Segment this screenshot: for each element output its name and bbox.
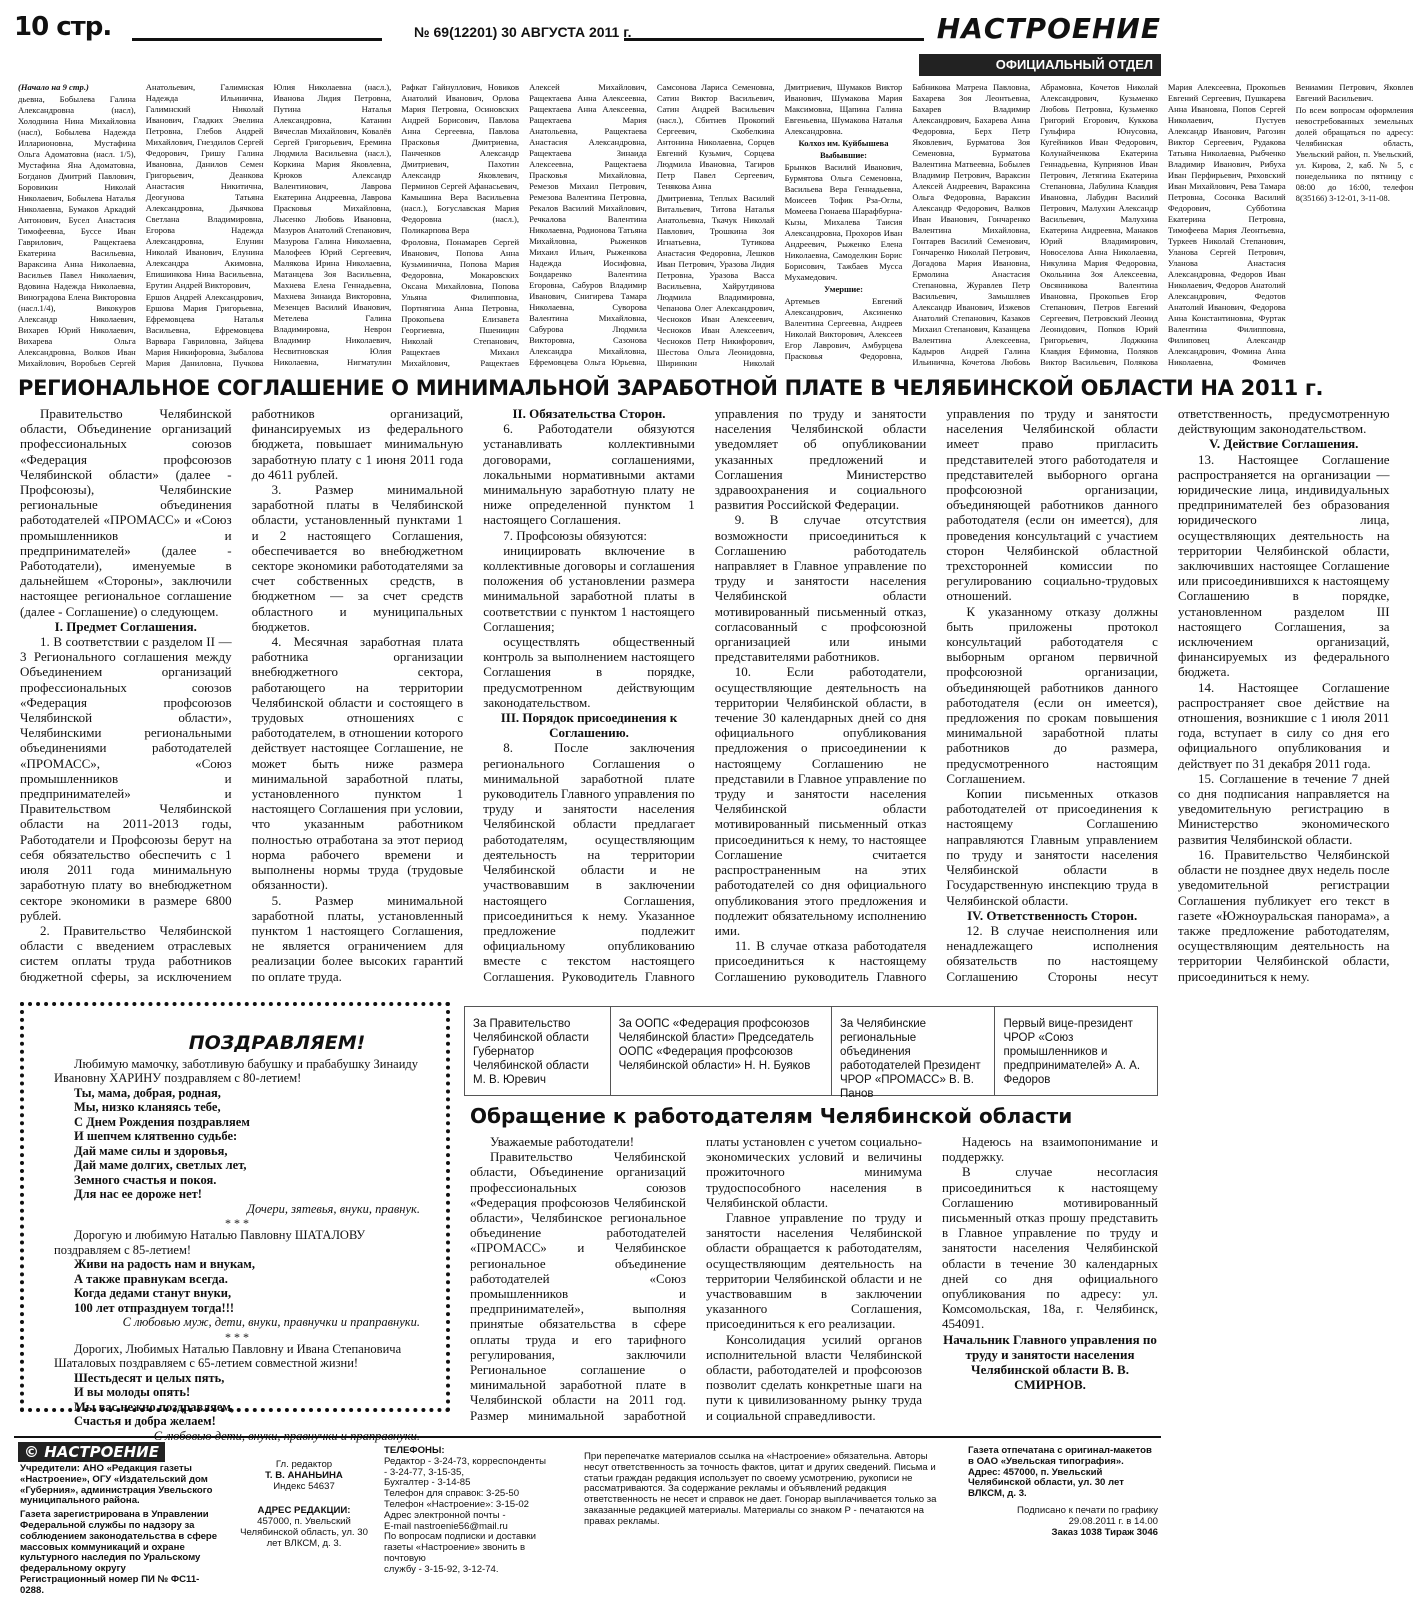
names-paragraph: Дмитриевна, Теплых Василий Витальевич, Титова Наталья Анатольевна, Ткачук Николай Павлович, Трошкина Зоя Игнатьевна, Тутикова Анастасия Федоровна, Лешков Иван Петрович, Уразова Лидия Петровна, Уразова Васса Васильевна, Хайрутдинова Людмила Владимировна, Чепанова Олег Александрович, Чесноков Иван Алексеевич, Чесноков Иван Алексеевич, Чесноков Петр Никифорович, Шестова Ольга Леонидовна, Ширинкин Николай Дмитриевич, Шумаков Виктор Иванович, Шумакова Мария Максимовна, Щапина Галина Евгеньевна, Шумакова Наталья Александровна.: [656, 82, 903, 368]
verse-line: Земного счастья и покоя.: [74, 1172, 217, 1187]
page-footer: [14, 1436, 1161, 1616]
signature-cell: За Правительство Челябинской области Губернатор Челябинской области М. В. Юревич: [465, 1007, 611, 1095]
agreement-section-heading: V. Действие Соглашения.: [1209, 436, 1359, 452]
continuation-note: (Начало на 9 стр.): [18, 82, 89, 92]
phone-line: Адрес электронной почты -: [384, 1509, 506, 1521]
verse-line: Ты, мама, добрая, родная,: [74, 1085, 221, 1100]
agreement-paragraph: 15. Соглашение в течение 7 дней со дня подписания направляется на уведомительную регистрацию в Министерство экономического развития Челябинской области.: [1177, 770, 1390, 847]
order-and-circulation: Заказ 1038 Тираж 3046: [1051, 1526, 1158, 1538]
agreement-paragraph: 9. В случае отсутствия возможности присоединиться к Соглашению работодатель направляет в Главное управление по труду и занятости населения Челябинской области мотивированный письменный отказ, согласованный с профсоюзной организацией или иными представителями работников.: [714, 512, 927, 665]
agreement-paragraph: 2. Правительство Челябинской области с введением отраслевых систем оплаты труда работников бюджетной сферы, за исключением работников организаций, финансируемых из федерального бюджета, повышает минимальную заработную плату с 1 июня 2011 года до 4611 рублей.: [20, 406, 464, 984]
names-subheading: Умершие:: [824, 284, 863, 294]
verse-line: Живи на радость нам и внукам,: [74, 1257, 255, 1271]
phone-line: Редактор - 3-24-73, корреспонденты: [384, 1455, 547, 1467]
names-paragraph: Брынков Василий Иванович, Бурмятова Ольга Семеновна, Васильева Вера Геннадьевна, Моисеев Тофик Рза-Оглы, Момеева Гюнаева Шарафбурна-Кызы, Михалева Таисия Александровна, Прохоров Иван Андреевич, Рыженко Елена Николаевна, Самоделкин Борис Борисович, Тажбаев Мусса Мухамедович.: [784, 162, 903, 282]
agreement-paragraph: 11. В случае отказа работодателя присоединиться к настоящему Соглашению руководитель Главного управления по труду и занятости населения Челябинской области имеет право пригласить представителей этого работодателя и представителей выборного органа профсоюзной организации, объединяющей работников данного работодателя (если он имеется), для проведения консультаций с участием сторон Челябинской областной трехсторонней комиссии по регулированию социально-трудовых отношений.: [714, 406, 1158, 984]
verse-line: Мы вас нежно поздравляем,: [74, 1399, 235, 1414]
postal-index: Индекс 54637: [273, 1480, 335, 1492]
agreement-paragraph: 7. Профсоюзы обязуются:: [503, 527, 647, 543]
agreement-paragraph: Копии письменных отказов работодателей от присоединения к настоящему Соглашению направляются Главным управлением по труду и занятости населения Челябинской области в Государственную инспекцию труда в Челябинской области.: [946, 786, 1158, 908]
verse-line: Дай маме долгих, светлых лет,: [74, 1158, 247, 1172]
greeting-intro: Дорогую и любимую Наталью Павловну ШАТАЛОВУ поздравляем с 85-летием!: [54, 1228, 366, 1257]
appeal-paragraph: Правительство Челябинской области, Объединение организаций профессиональных союзов «Федерация профсоюзов Челябинской области», Челябинское региональное объединение работодателей «ПРОМАСС» и Челябинское региональное объединение работодателей «Союз промышленников и предпринимателей», выполняя принятые обязательства в сфере оплаты труда и его тарифного регулирования, заключили Региональное соглашение о минимальной заработной плате в Челябинской области на 2011 год. Размер минимальной заработной платы установлен с учетом социально-экономических условий и величины прожиточного минимума трудоспособного населения в Челябинской области.: [470, 1134, 922, 1423]
issue-number: № 69(12201) 30 АВГУСТА 2011 г.: [414, 24, 632, 40]
founders-text: Учредители: АНО «Редакция газеты «Настроение», ОГУ «Издательский дом «Губерния», администрация Увельского муниципального района.: [20, 1463, 213, 1507]
footer-print-info: [968, 1446, 1158, 1538]
agreement-paragraph: 6. Работодатели обязуются устанавливать коллективными договорами, соглашениями, локальными нормативными актами минимальную заработную плату не ниже определенной пунктом 1 настоящего Соглашения.: [483, 421, 695, 528]
newspaper-logo: НАСТРОЕНИЕ: [936, 12, 1161, 45]
land-share-names-list: [18, 82, 1413, 372]
signature-cell: Первый вице-президент ЧРОР «Союз промышленников и предпринимателей» А. А. Федоров: [1003, 1018, 1141, 1086]
appeal-paragraph: Главное управление по труду и занятости населения Челябинской области обращается к работодателям, осуществляющим деятельность на территории Челябинской области и не участвовавшим в заключении указанного Соглашения, присоединиться к его реализации.: [706, 1210, 922, 1332]
greeting-intro: Дорогих, Любимых Наталью Павловну и Ивана Степановича Шаталовых поздравляем с 65-летием совместной жизни!: [54, 1341, 402, 1370]
signature-cell: За Челябинские региональные объединения работодателей Президент ЧРОР «ПРОМАСС» В. В. Панов: [832, 1007, 996, 1095]
section-label: ОФИЦИАЛЬНЫЙ ОТДЕЛ: [919, 54, 1161, 76]
agreement-section-heading: I. Предмет Соглашения.: [54, 618, 197, 634]
footer-logo: © НАСТРОЕНИЕ: [18, 1442, 165, 1462]
address-label: АДРЕС РЕДАКЦИИ:: [257, 1505, 351, 1517]
footer-notes: При перепечатке материалов ссылка на «Настроение» обязательна. Авторы несут ответственность за точность фактов, цитат и других сведений. Письма и статьи граждан редакция использует по своему усмотрению, рукописи не рассматриваются. За содержание рекламы и объявлений редакция ответственность не несет и справок не дает. Гонорар выплачивается только за заказанные редакцией материалы. Материалы со знаком Р - печатаются на правах рекламы.: [584, 1451, 937, 1527]
agreement-paragraph: 4. Месячная заработная плата работника организации внебюджетного сектора, работающего на территории Челябинской области и состоящего в трудовых отношениях с работодателем, в отношении которого действует настоящее Соглашение, не может быть ниже размера минимальной заработной платы, установленного пунктом 1 настоящего Соглашения при условии, что указанным работником полностью отработана за этот период норма рабочего времени и выполнены нормы труда (трудовые обязанности).: [251, 634, 464, 893]
agreement-paragraph: 10. Если работодатели, осуществляющие деятельность на территории Челябинской области, в течение 30 календарных дней со дня официального опубликования предложения о присоединении к настоящему Соглашению не представили в Главное управление по труду и занятости населения Челябинской области мотивированный письменный отказ присоединиться к нему, то настоящее Соглашение считается распространенным на этих работодателей со дня официального опубликования этого предложения и подлежит обязательному исполнению ими.: [714, 664, 927, 938]
footer-phones: [384, 1446, 564, 1576]
agreement-body: [20, 406, 1390, 990]
agreement-paragraph: 13. Настоящее Соглашение распространяется на организации — юридические лица, индивидуальных предпринимателей без образования юридического лица, осуществляющих деятельность на территории Челябинской области, заключивших настоящее Соглашение или присоединившихся к настоящему Соглашению в порядке, установленном разделом III настоящего Соглашения, за исключением организаций, финансируемых из федерального бюджета.: [1177, 451, 1390, 680]
agreement-section-heading: IV. Ответственность Сторон.: [967, 907, 1138, 923]
print-info: Газета отпечатана с оригинал-макетов в ОАО «Увельская типография». Адрес: 457000, п. Увельский Челябинской области, ул. 30 лет ВЛКСМ, д. 3.: [968, 1445, 1152, 1500]
agreement-section-heading: II. Обязательства Сторон.: [512, 406, 666, 421]
phone-line: E-mail nastroenie56@mail.ru: [384, 1520, 508, 1532]
registration-text: Газета зарегистрирована в Управлении Федеральной службы по надзору за соблюдением законодательства в сфере массовых коммуникаций и охране культурного наследия по Уральскому федеральному округу: [20, 1509, 218, 1575]
separator-stars: * * *: [225, 1216, 249, 1230]
agreement-paragraph: 12. В случае неисполнения или ненадлежащего исполнения обязательств по настоящему Соглашению Стороны несут ответственность, предусмотренную действующим законодательством.: [946, 406, 1390, 984]
appeal-signature: Начальник Главного управления по труду и занятости населения Челябинской области В. В. СМИРНОВ.: [943, 1331, 1157, 1393]
page-number: 10 стр.: [14, 12, 112, 42]
agreement-paragraph: 14. Настоящее Соглашение распространяет свое действие на отношения, возникшие с 1 июля 2011 года, вступает в силу со дня его официального опубликования и действует по 31 декабря 2011 года.: [1177, 679, 1390, 771]
footer-editor: [234, 1460, 374, 1550]
appeal-paragraph: Надеюсь на взаимопонимание и поддержку.: [942, 1134, 1158, 1165]
names-subheading: Выбывшие:: [819, 150, 867, 160]
appeal-paragraph: Уважаемые работодатели!: [490, 1134, 635, 1149]
agreement-paragraph: 8. После заключения регионального Соглашения о минимальной заработной плате руководитель Главного управления по труду и занятости населения Челябинской области предлагает работодателям, осуществляющим деятельность на территории Челябинской области и не участвовавшим в заключении настоящего Соглашения, присоединиться к нему. Указанное предложение подлежит официальному опубликованию вместе с текстом настоящего Соглашения. Руководитель Главного управления по труду и занятости населения Челябинской области уведомляет об опубликовании указанных предложений и Соглашения Министерство здравоохранения и социального развития Российской Федерации.: [483, 406, 927, 984]
registration-number: Регистрационный номер ПИ № ФС11-0288.: [20, 1573, 200, 1596]
agreement-paragraph: 3. Размер минимальной заработной платы в Челябинской области, установленный пунктами 1 и 2 настоящего Соглашения, обеспечивается во внебюджетном секторе экономики работодателями за счет собственных средств, в бюджетном — за счет средств областного и муниципальных бюджетов.: [251, 482, 464, 634]
separator-stars: * * *: [225, 1329, 249, 1344]
greeting-verse: [54, 1371, 420, 1429]
appeal-paragraph: В случае несогласия присоединиться к настоящему Соглашению мотивированный письменный отказ прошу представить в Главное управление по труду и занятости населения Челябинской области в течение 30 календарных дней со дня официального опубликования по адресу: ул. Комсомольская, 18а, г. Челябинск, 454091.: [942, 1164, 1158, 1332]
verse-line: И вы молоды опять!: [74, 1385, 191, 1399]
phone-line: Телефон «Настроение»: 3-15-02: [384, 1498, 529, 1510]
signatures-table: [464, 1006, 1158, 1100]
names-paragraph: дьевна, Бобылева Галина Александровна (насл), Холоднина Нина Михайловна (насл), Бобылева Надежда Илларионовна, Мустафина Ольга Адоматовна (насл. 1/5), Мустафина Яна Адоматовна, Богданов Дмитрий Павлович, Боровикин Николай Николаевич, Бобылева Наталья Николаевна, Бумаков Аркадий Антонович, Бусел Анастасия Тимофеевна, Буссе Иван Гаврилович, Ращектаева Екатерина Васильевна, Вараксина Анна Николаевна, Васильев Павел Николаевич, Вдовина Надежда Николаевна, Виноградова Елена Викторовна (насл.1/4), Викокуров Александр Николаевич, Вихарев Юрий Николаевич, Вихарева Ольга Александровна, Волков Иван Михайлович, Воробьев Сергей Анатольевич, Галимнская Надежда Ильинична, Галимнский Николай Иванович, Гладких Эвелина Петровна, Глебов Андрей Михайлович, Гнездилов Сергей Федорович, Гришу Галина Ивановна, Данилов Семен Григорьевич, Деанкова Анастасия Никитична, Деогунова Татьяна Александровна, Дьячкова Светлана Владимировна, Егорова Надежда Александровна, Елунин Николай Иванович, Елунина Александра Акимовна, Епишинкова Нина Васильевна, Ерутин Андрей Викторович,: [18, 82, 264, 368]
greetings-box: [20, 1002, 450, 1443]
greetings-title: ПОЗДРАВЛЯЕМ!: [188, 1032, 366, 1054]
agreement-paragraph: 16. Правительство Челябинской области не позднее двух недель после уведомительной регистрации Соглашения публикует его текст в газете «Южноуральская панорама», а также предложение работодателям, осуществляющим деятельность на территории Челябинской области, присоединиться к нему.: [1177, 846, 1390, 984]
greeting-intro: Любимую мамочку, заботливую бабушку и прабабушку Зинаиду Ивановну ХАРИНУ поздравляем с 80-летием!: [54, 1056, 418, 1085]
phone-line: Бухгалтер - 3-14-85: [384, 1477, 471, 1489]
agreement-paragraph: Правительство Челябинской области, Объединение организаций профессиональных союзов «Федерация профсоюзов Челябинской области» (далее - Профсоюзы), Челябинские региональные объединения работодателей «ПРОМАСС» и «Союз промышленников и предпринимателей» (далее - Работодатели), именуемые в дальнейшем «Стороны», заключили настоящее региональное соглашение (далее - Соглашение) о следующем.: [20, 406, 232, 619]
greeting-verse: [54, 1086, 420, 1202]
phones-label: ТЕЛЕФОНЫ:: [384, 1445, 445, 1456]
verse-line: Дай маме силы и здоровья,: [74, 1143, 228, 1158]
header-rule-right: [624, 38, 924, 41]
verse-line: А также правнукам всегда.: [74, 1271, 228, 1286]
address-text: 457000, п. Увельский Челябинской область, ул. 30 лет ВЛКСМ, д. 3.: [240, 1516, 368, 1549]
greeting-signature: Дочери, зятевья, внуки, правнук.: [247, 1201, 420, 1216]
header-rule-left: [132, 38, 382, 41]
article-headline: РЕГИОНАЛЬНОЕ СОГЛАШЕНИЕ О МИНИМАЛЬНОЙ ЗАРАБОТНОЙ ПЛАТЕ В ЧЕЛЯБИНСКОЙ ОБЛАСТИ НА 2011 г.: [18, 376, 1324, 400]
phone-line: службу - 3-15-92, 3-12-74.: [384, 1563, 499, 1575]
phone-line: - 3-24-77, 3-15-35,: [384, 1466, 464, 1478]
verse-line: Шестьдесят и целых пять,: [74, 1370, 225, 1385]
agreement-paragraph: осуществлять общественный контроль за выполнением настоящего Соглашения в порядке, предусмотренном действующим законодательством.: [483, 634, 695, 710]
phone-line: газеты «Настроение» звонить в почтовую: [384, 1542, 526, 1564]
verse-line: Когда дедами станут внуки,: [74, 1286, 232, 1300]
agreement-section-heading: III. Порядок присоединения к Соглашению.: [500, 710, 678, 741]
verse-line: Для нас ее дороже нет!: [74, 1187, 202, 1201]
phone-line: Телефон для справок: 3-25-50: [384, 1488, 520, 1500]
verse-line: Счастья и добра желаем!: [74, 1414, 216, 1428]
editor-name: Т. В. АНАНЬИНА: [265, 1469, 343, 1481]
page-header: [14, 12, 1161, 48]
names-paragraph: Фроловна, Понамарев Сергей Иванович, Попова Анна Кузьминична, Попова Мария Федоровна, Мокаровских Оксана Михайловна, Попова Ульяна Филипповна, Портнягина Анна Петровна, Прокопьева Елизавета Георгиевна, Пшеницин Николай Степанович, Ращектаев Михаил Михайлович, Ращектаев Алексей Михайлович, Ращектаева Анна Алексеевна, Ращектаева Анна Алексеевна, Ращектаева Мария Анатольевна, Ращектаева Анастасия Александровна, Ращектаева Зинаида Алексеевна, Ращектаева Прасковья Михайловна, Ремезов Михаил Петрович, Ремезова Валентина Петровна, Рекалов Василий Михайлович, Речкалова Валентина Николаевна, Родионова Татьяна Михайловна, Рыженков Михаил Ильич, Рыженкова Надежда Иосифовна, Бондаренко Валентина Егоровна, Сабуров Владимир Иванович, Снигирева Тамара Николаевна, Суворова Валентина Михайловна, Сабурова Людмила Викторовна, Сазонова Александра Михайловна, Ефремовцева Ольга Юрьевна, Самсонова Лариса Семеновна, Сатин Виктор Васильевич, Сатин Андрей Васильевич (насл.), Сбитнев Прокопий Сергеевич, Скобелкина Антонина Николаевна, Сорцев Евгений Кузьмич, Сорцева Людмила Ивановна, Тагиров Петр Павел Сергеевич, Тенякова Анна: [401, 82, 775, 368]
agreement-paragraph: 5. Размер минимальной заработной платы, установленный пунктом 1 настоящего Соглашения, не является ограничением для реализации более высоких гарантий по оплате труда.: [251, 892, 464, 984]
appeal-paragraph: Консолидация усилий органов исполнительной власти Челябинской области, работодателей и профсоюзов позволит сделать конкретные шаги на пути к цивилизованному рынку труда и социальной справедливости.: [706, 1331, 922, 1423]
signed-to-print: Подписано к печати по графику 29.08.2011 г. в 14.00: [1017, 1504, 1158, 1527]
footer-founders: [20, 1464, 220, 1597]
signature-cell: За ООПС «Федерация профсоюзов Челябинской бласти» Председатель ООПС «Федерация профсоюзов Челябинской области» Н. Н. Буяков: [611, 1007, 832, 1095]
names-paragraph: Ершов Андрей Александрович, Ершова Мария Григорьевна, Ефремовцева Наталья Васильевна, Ефремовцева Варвара Гавриловна, Зайцева Мария Никифоровна, Зыбалова Мария Даниловна, Пучкова Юлия Николаевна (насл.), Иванова Лидия Петровна, Путина Наталья Александровна, Катанин Вячеслав Михайлович, Ковалёв Сергей Григорьевич, Еремина Людмила Васильевна (насл.), Коркина Мария Яковлевна, Крюков Александр Валентинович, Лаврова Екатерина Андреевна, Лаврова Прасковья Михайловна, Лысенко Любовь Ивановна, Мазуров Анатолий Степанович, Мазурова Галина Николаевна, Малофеев Юрий Сергеевич, Малякова Ирина Николаевна, Матанцева Зоя Васильевна, Махнева Елена Геннадьевна, Махнева Зинаида Викторовна, Мезенцев Василий Иванович, Метелева Галина Владимировна, Неврон Владимир Николаевич, Несвитновская Юлия Николаевна, Нигматулин Рафкат Гайнуллович, Новиков Анатолий Иванович, Орлова Мария Петровна, Осиновских Андрей Борисович, Павлова Анна Сергеевна, Павлова Прасковья Дмитриевна, Панченков Александр Дмитриевич, Пахотин Александр Яковлевич, Перминов Сергей Афанасьевич, Камышина Вера Васильевна (насл.), Богуславская Мария Федоровна (насл.), Поликарпова Вера: [145, 82, 520, 368]
editor-label: Гл. редактор: [275, 1459, 333, 1470]
greeting-verse: [54, 1257, 420, 1315]
agreement-paragraph: 1. В соответствии с разделом II — 3 Регионального соглашения между Объединением организаций профессиональных союзов «Федерация профсоюзов Челябинской области», Челябинскими региональными объединениями работодателей «ПРОМАСС», «Союз промышленников и предпринимателей» и Правительством Челябинской области на 2011-2013 годы, Работодатели и Профсоюзы берут на себя обязательство обеспечить с 1 июля 2011 года минимальную заработную плату во внебюджетном секторе экономики в размере 6800 рублей.: [20, 634, 232, 923]
agreement-paragraph: К указанному отказу должны быть приложены протокол консультаций работодателя с выборным органом первичной профсоюзной организации, объединяющей работников данного работодателя (если он имеется), предложения по срокам повышения минимальной заработной платы работников до размера, предусмотренного настоящим Соглашением.: [946, 603, 1158, 786]
greeting-signature: С любовью дети, внуки, правнучки и праправнуки.: [153, 1428, 420, 1443]
phone-line: По вопросам подписки и доставки: [384, 1531, 537, 1543]
agreement-paragraph: инициировать включение в коллективные договоры и соглашения положения об установлении размера минимальной заработной платы в соответствии с пунктом 1 настоящего Соглашения;: [483, 542, 695, 634]
appeal-body: [470, 1134, 1158, 1429]
names-paragraph: Артемьев Евгений Александрович, Аксиненко Валентина Сергеевна, Андреев Николай Викторович, Алексеев Егор Лаврович, Амбурцева Прасковья Федоровна, Бабникова Матрена Павловна, Бахарева Зоя Леонтьевна, Бахарев Владимир Александрович, Бахарева Анна Федоровна, Берх Петр Яковлевич, Бурматова Зоя Семеновна, Бурматова Валентина Матвеевна, Бобылев Владимир Петрович, Вараксин Алексей Андреевич, Вараксина Ольга Федоровна, Вараксин Александр Федорович, Валков Иван Иванович, Гончаренко Валентина Михайловна, Гонтарев Василий Семенович, Гончаренко Николай Петрович, Догадова Мария Ивановна, Ермолина Анастасия Степановна, Журавлев Петр Васильевич, Замышляев Александр Иванович, Изжевов Анатолий Степанович, Казаков Михаил Степанович, Казанцева Валентина Алексеевна, Кадыров Андрей Галина Ильинична, Кочетова Любовь Абрамовна, Кочетов Николай Александрович, Кузьменко Любовь Петровна, Кузьменко Григорий Егорович, Куккова Гульфира Юнусовна, Кугейников Иван Федорович, Колунайченкова Екатерина Геннадьевна, Куприянов Иван Петрович, Летягина Екатерина Степановна, Лабулина Клавдия Ивановна, Лабудин Василий Петрович, Малухин Александр Васильевич, Малухина Екатерина Андреевна, Манаков Юрий Владимирович, Новоселова Анна Николаевна, Никулина Мария Федоровна, Окольнина Зоя Алексеевна, Овсянникова Валентина Ивановна, Прокопьев Егор Степанович, Петров Евгений Сергеевич, Петровский Леонид Леонидович, Попков Юрий Григорьевич, Лоджкина Клавдия Ефимовна, Поляков Виктор Васильевич, Полякова Мария Алексеевна, Прокопьев Евгений Сергеевич, Пушкарева Анна Ивановна, Попов Сергей Николаевич, Пустуев Александр Иванович, Рагозин Виктор Сергеевич, Рудакова Татьяна Николаевна, Рыбченко Владимир Иванович, Рибуха Иван Перфирьевич, Ряховский Иван Михайлович, Рева Тамара Петровна, Сосонка Василий Федорович, Субботина Екатерина Петровна, Тимофеева Мария Леонтьевна, Туркеев Николай Степанович, Уланова Сергей Петрович, Уланова Анастасия Александровна, Федоров Иван Николаевич, Федоров Анатолий Александрович, Федотов Анатолий Иванович, Федорова Анна Константиновна, Фуртак Валентина Филипповна, Филиповец Александр Александрович, Фомина Анна Николаевна, Фомичев Вениамин Петрович, Яковлев Евгений Васильевич.: [784, 82, 1413, 367]
verse-line: Мы, низко кланяясь тебе,: [74, 1100, 221, 1114]
verse-line: С Днем Рождения поздравляем: [74, 1114, 250, 1129]
greeting-signature: С любовью муж, дети, внуки, правнучки и праправнуки.: [122, 1315, 420, 1329]
verse-line: 100 лет отпразднуем тогда!!!: [74, 1300, 235, 1315]
appeal-title: Обращение к работодателям Челябинской области: [470, 1104, 1073, 1128]
names-paragraph: По всем вопросам оформления невостребованных земельных долей обращаться по адресу: Челябинская область, Увельский район, п. Увельский, ул. Кирова, 2, каб. № 5, с понедельника по пятницу с 08:00 до 16:00, телефон 8(35166) 3-12-01, 3-11-08.: [1295, 105, 1413, 203]
verse-line: И шепчем клятвенно судьбе:: [74, 1129, 238, 1143]
names-subheading: Колхоз им. Куйбышева: [798, 138, 889, 148]
